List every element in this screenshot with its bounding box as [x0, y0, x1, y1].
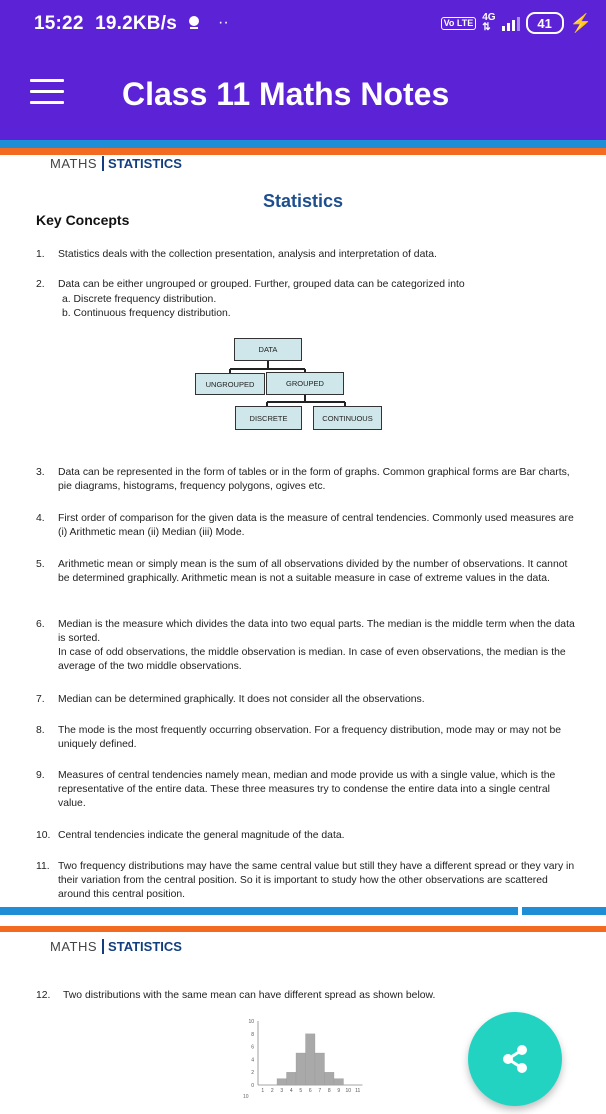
- document-page[interactable]: [0, 140, 606, 1114]
- breadcrumb-topic: STATISTICS: [102, 156, 182, 171]
- notification-icon: [186, 15, 202, 31]
- app-title: Class 11 Maths Notes: [122, 76, 450, 112]
- histogram-y-tick: 0: [251, 1083, 254, 1089]
- item-text: Two distributions with the same mean can have different spread as shown below.: [63, 990, 436, 1001]
- diagram-node-ungrouped: UNGROUPED: [195, 373, 265, 395]
- histogram-x-tick: 5: [299, 1088, 303, 1094]
- item-number: 6.: [36, 619, 45, 630]
- diagram-node-discrete: DISCRETE: [235, 406, 302, 430]
- histogram-x-tick: 4: [289, 1088, 293, 1094]
- item-text: Statistics deals with the collection presentation, analysis and interpretation of data.: [58, 249, 437, 260]
- item-number: 1.: [36, 249, 45, 260]
- diagram-node-continuous: CONTINUOUS: [313, 406, 382, 430]
- status-bar: [0, 0, 606, 46]
- histogram-bar: [325, 1072, 335, 1085]
- histogram-bar: [296, 1053, 306, 1085]
- item-number: 12.: [36, 990, 51, 1001]
- breadcrumb: [50, 939, 182, 954]
- item-text: Data can be represented in the form of tables or in the form of graphs. Common graphical forms are Bar charts, pie diagrams, histograms, frequency polygons, ogives etc.: [58, 467, 570, 492]
- signal-icon: [502, 15, 520, 31]
- histogram-x-tick: 3: [280, 1088, 284, 1094]
- item-text: Median can be determined graphically. It does not consider all the observations.: [58, 694, 425, 705]
- status-dots: ··: [218, 14, 229, 31]
- histogram-y-tick: 6: [251, 1044, 254, 1051]
- item-text-continued: In case of odd observations, the middle observation is median. In case of even observations, the median is the average of the two middle observations.: [58, 647, 566, 672]
- histogram-x-tick: 8: [327, 1088, 331, 1094]
- item-text: The mode is the most frequently occurring observation. For a frequency distribution, mode may or may not be uniquely defined.: [58, 725, 562, 750]
- item-number: 3.: [36, 467, 45, 478]
- histogram-bar: [334, 1079, 344, 1085]
- item-number: 7.: [36, 694, 45, 705]
- item-text: Median is the measure which divides the data into two equal parts. The median is the middle term when the data is sorted.: [58, 619, 575, 644]
- status-speed: 19.2KB/s: [95, 13, 177, 34]
- status-left: [34, 13, 202, 35]
- item-number: 5.: [36, 559, 45, 570]
- page-title: Statistics: [262, 191, 344, 211]
- share-button[interactable]: [468, 1012, 562, 1106]
- breadcrumb-subject: MATHS: [50, 939, 98, 954]
- status-right: [441, 12, 592, 34]
- network-type: [482, 13, 495, 33]
- item-number: 4.: [36, 513, 45, 524]
- volte-icon: Vo LTE: [441, 17, 477, 30]
- list-item: [36, 558, 576, 586]
- share-icon: [497, 1041, 533, 1077]
- item-number: 9.: [36, 770, 45, 781]
- histogram-bar: [306, 1034, 316, 1085]
- battery-icon: [526, 12, 564, 34]
- sub-item: b. Continuous frequency distribution.: [62, 308, 231, 319]
- item-number: 10.: [36, 830, 51, 841]
- network-label: 4G: [482, 12, 496, 23]
- item-text: Measures of central tendencies namely mean, median and mode provide us with a single value, which is the representative of the entire data. These three measures try to condense the entire data into a single central value.: [58, 770, 556, 809]
- histogram-x-tick: 11: [355, 1088, 361, 1094]
- histogram-y-tick: 8: [251, 1031, 254, 1038]
- item-number: 2.: [36, 279, 45, 290]
- histogram-bar: [315, 1053, 325, 1085]
- breadcrumb-subject: MATHS: [50, 156, 98, 171]
- section-heading: Key Concepts: [36, 212, 130, 228]
- histogram-bar: [277, 1079, 287, 1085]
- menu-icon[interactable]: [30, 79, 64, 105]
- item-text: Arithmetic mean or simply mean is the sum of all observations divided by the number of observations. It cannot be determined graphically. Arithmetic mean is not a suitable measure in case of extreme values in the data.: [58, 559, 568, 584]
- histogram-x-tick: 2: [270, 1088, 274, 1094]
- item-number: 11.: [36, 861, 50, 872]
- item-text: Data can be either ungrouped or grouped. Further, grouped data can be categorized into: [58, 279, 465, 290]
- histogram-x-tick: 7: [318, 1088, 322, 1094]
- app-bar: [0, 46, 606, 140]
- battery-level: 41: [537, 15, 552, 31]
- list-item: [36, 860, 576, 902]
- diagram-node-data: DATA: [234, 338, 302, 361]
- list-item: [36, 989, 576, 1003]
- histogram-y-tick: 4: [251, 1057, 254, 1064]
- item-text: Two frequency distributions may have the same central value but still they have a different spread or they vary in their variation from the central position. So it is important to study how the other observations are scattered around this central position.: [58, 861, 575, 900]
- item-number: 8.: [36, 725, 45, 736]
- list-item: [36, 512, 576, 540]
- item-text-block: [58, 618, 576, 674]
- list-item: [36, 769, 576, 811]
- item-text: Central tendencies indicate the general magnitude of the data.: [58, 830, 345, 841]
- list-item: [36, 829, 576, 843]
- histogram-x-tick: 10: [345, 1088, 352, 1094]
- diagram-node-grouped: GROUPED: [266, 372, 344, 395]
- status-time: 15:22: [34, 13, 84, 34]
- item-text: First order of comparison for the given data is the measure of central tendencies. Commonly used measures are (i) Arithmetic mean (ii) Median (iii) Mode.: [58, 513, 574, 538]
- sub-item: a. Discrete frequency distribution.: [62, 294, 217, 305]
- page-break-band: [0, 907, 606, 932]
- histogram-y-tick: 10: [248, 1019, 254, 1025]
- diagram-connectors: [0, 140, 606, 440]
- histogram-figure: [230, 1012, 370, 1102]
- histogram-x-tick: 1: [261, 1088, 265, 1094]
- histogram-x-tick: 9: [337, 1088, 341, 1094]
- histogram-y-tick: 2: [251, 1070, 254, 1077]
- list-item: [36, 724, 576, 752]
- list-item: [36, 618, 576, 674]
- list-item: [36, 693, 576, 707]
- charging-icon: ⚡: [569, 12, 592, 33]
- histogram-x-tick: 6: [308, 1088, 312, 1094]
- histogram-bar: [287, 1072, 297, 1085]
- data-arrows-icon: ⇅: [482, 22, 491, 33]
- histogram-bottom-label: 10: [243, 1094, 249, 1100]
- breadcrumb-topic: STATISTICS: [102, 939, 182, 954]
- list-item: [36, 466, 576, 494]
